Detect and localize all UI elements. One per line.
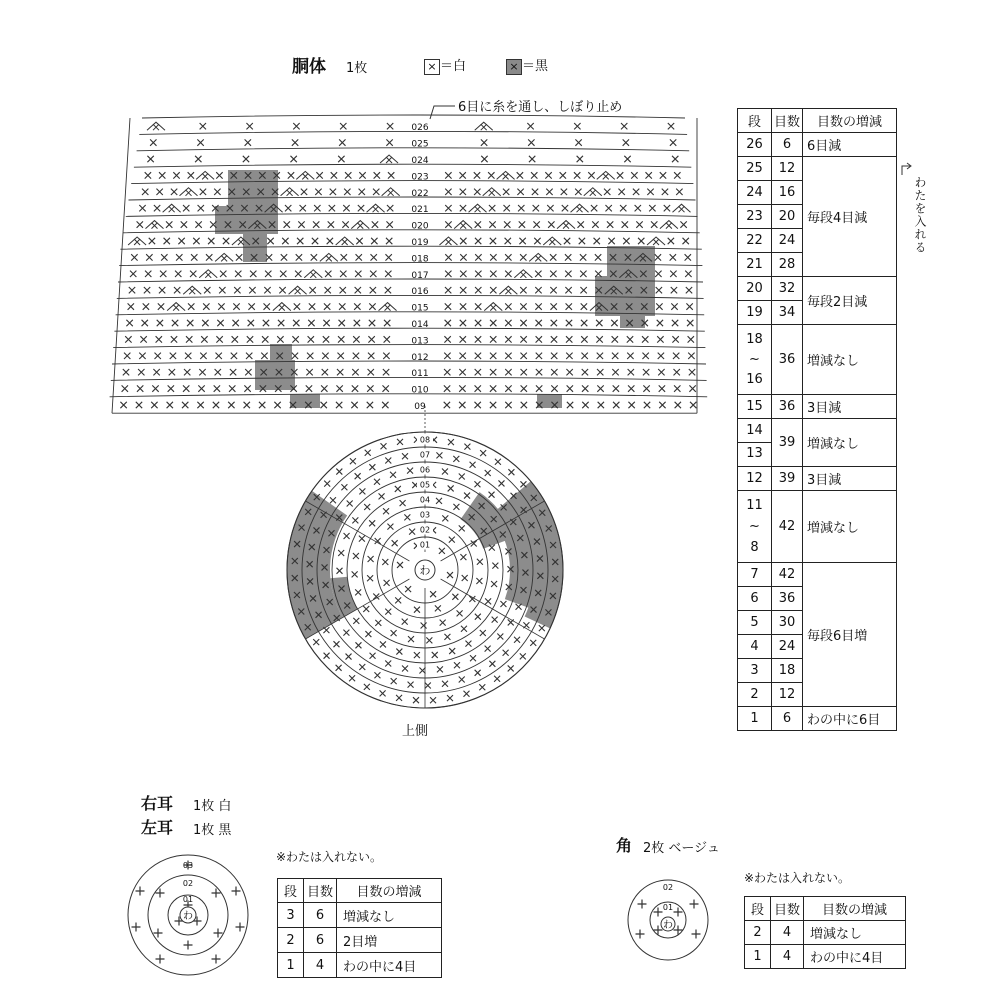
stitch-cell: 28 <box>772 253 803 277</box>
round-number: 09 <box>414 402 426 412</box>
change-cell: 2目増 <box>337 928 442 953</box>
round-cell: 24 <box>738 181 772 205</box>
round-number: 015 <box>411 303 429 314</box>
stitch-cell: 6 <box>304 903 337 928</box>
round-cell: 2 <box>745 921 771 945</box>
round-number: 022 <box>411 188 429 199</box>
horn-count: 2枚 ベージュ <box>643 841 720 856</box>
round-number: 024 <box>411 156 429 166</box>
stitch-cell: 34 <box>772 301 803 325</box>
round-number: 012 <box>411 352 429 363</box>
round-number: 01 <box>662 903 674 912</box>
change-cell: 3目減 <box>803 395 897 419</box>
header-round: 段 <box>738 109 772 133</box>
header-round: 段 <box>278 879 304 903</box>
round-number: 03 <box>182 861 194 870</box>
round-number: 011 <box>411 369 429 380</box>
change-cell: 増減なし <box>803 419 897 467</box>
round-number: 013 <box>411 336 429 347</box>
stitch-cell: 36 <box>772 325 803 395</box>
change-cell: 増減なし <box>804 921 906 945</box>
round-number: 04 <box>419 495 431 505</box>
header-stitches: 目数 <box>772 109 803 133</box>
right-ear-count: 1枚 白 <box>193 799 232 814</box>
round-cell: 7 <box>738 563 772 587</box>
round-number: 020 <box>411 221 429 232</box>
change-cell: 3目減 <box>803 467 897 491</box>
center-ring-label: わ <box>183 911 193 922</box>
single-crochet-symbol <box>674 908 683 917</box>
stitch-cell: 16 <box>772 181 803 205</box>
round-cell: 2 <box>738 683 772 707</box>
stitch-cell: 42 <box>772 563 803 587</box>
header-stitches: 目数 <box>771 897 804 921</box>
change-cell: 毎段4目減 <box>803 157 897 277</box>
change-cell: わの中に4目 <box>804 945 906 969</box>
single-crochet-symbol <box>638 900 647 909</box>
single-crochet-symbol <box>690 900 699 909</box>
stitch-cell: 18 <box>772 659 803 683</box>
round-tilde: ~ <box>749 351 760 367</box>
round-low: 13 <box>738 442 771 465</box>
round-number: 010 <box>411 385 429 396</box>
round-high: 18 <box>746 331 763 347</box>
round-high: 14 <box>746 423 763 438</box>
stitch-cell: 4 <box>771 921 804 945</box>
horn-table <box>744 896 906 969</box>
round-number: 06 <box>419 465 431 475</box>
horn-title: 角 <box>616 836 633 855</box>
change-cell: 毎段6目増 <box>803 563 897 707</box>
round-cell: 22 <box>738 229 772 253</box>
ears-note: ※わたは入れない。 <box>276 850 383 864</box>
round-number: 016 <box>411 287 429 298</box>
change-cell: わの中に6目 <box>803 707 897 731</box>
stitch-cell: 24 <box>772 635 803 659</box>
round-number: 021 <box>411 205 429 216</box>
legend-white-swatch: × <box>424 59 440 75</box>
legend-white-label: ＝白 <box>440 59 467 74</box>
header-change: 目数の増減 <box>803 109 897 133</box>
top-note: 6目に糸を通し、しぼり止め <box>458 100 623 115</box>
round-number: 025 <box>411 139 429 150</box>
round-cell: 21 <box>738 253 772 277</box>
round-cell: 3 <box>738 659 772 683</box>
horn-note: ※わたは入れない。 <box>744 871 851 885</box>
round-number: 018 <box>411 254 429 265</box>
stitch-cell: 36 <box>772 395 803 419</box>
round-cell: 15 <box>738 395 772 419</box>
stitch-cell: 6 <box>304 928 337 953</box>
round-cell: 1 <box>738 707 772 731</box>
round-cell: 5 <box>738 611 772 635</box>
stitch-cell: 42 <box>772 491 803 563</box>
round-number: 01 <box>182 895 194 904</box>
body-title: 胴体 <box>292 57 326 77</box>
change-cell: 増減なし <box>803 325 897 395</box>
stitch-cell: 12 <box>772 157 803 181</box>
round-high: 11 <box>746 498 763 513</box>
legend-black-label: ＝黒 <box>522 59 549 74</box>
body-count: 1枚 <box>346 61 368 76</box>
round-low: 8 <box>750 540 759 555</box>
center-ring-label: わ <box>419 564 431 577</box>
round-number: 02 <box>662 883 674 892</box>
bottom-side-label: 上側 <box>402 724 429 739</box>
stitch-cell: 39 <box>772 419 803 467</box>
stitch-cell: 4 <box>304 953 337 978</box>
change-cell: わの中に4目 <box>337 953 442 978</box>
single-crochet-symbol <box>636 930 645 939</box>
round-cell: 26 <box>738 133 772 157</box>
round-cell: 2 <box>278 928 304 953</box>
stitch-cell: 30 <box>772 611 803 635</box>
round-number: 08 <box>419 435 431 445</box>
left-ear-count: 1枚 黒 <box>193 823 232 838</box>
stitch-cell: 32 <box>772 277 803 301</box>
round-cell: 3 <box>278 903 304 928</box>
change-cell: 6目減 <box>803 133 897 157</box>
round-number: 07 <box>419 450 431 460</box>
round-cell: 1 <box>278 953 304 978</box>
round-number: 026 <box>411 123 429 134</box>
header-stitches: 目数 <box>304 879 337 903</box>
stitch-cell: 24 <box>772 229 803 253</box>
round-number: 03 <box>419 510 431 520</box>
change-cell: 増減なし <box>337 903 442 928</box>
round-cell: 19 <box>738 301 772 325</box>
round-cell: 4 <box>738 635 772 659</box>
legend-black-swatch: × <box>506 59 522 75</box>
header-change: 目数の増減 <box>337 879 442 903</box>
header-round: 段 <box>745 897 771 921</box>
right-ear-title: 右耳 <box>141 794 174 813</box>
round-number: 019 <box>411 238 429 248</box>
round-tilde: ~ <box>749 519 760 534</box>
round-number: 023 <box>411 172 429 183</box>
round-cell: 20 <box>738 277 772 301</box>
single-crochet-symbol <box>654 908 663 917</box>
stitch-cell: 36 <box>772 587 803 611</box>
center-ring-label: わ <box>663 920 673 931</box>
round-number: 014 <box>411 320 429 330</box>
round-number: 017 <box>411 270 429 281</box>
round-cell: 23 <box>738 205 772 229</box>
table-row <box>745 921 906 945</box>
round-cell: 25 <box>738 157 772 181</box>
single-crochet-symbol <box>692 930 701 939</box>
stitch-cell: 4 <box>771 945 804 969</box>
round-number: 01 <box>419 540 431 550</box>
stitch-cell: 12 <box>772 683 803 707</box>
round-cell: 1 <box>745 945 771 969</box>
left-ear-title: 左耳 <box>141 818 174 837</box>
round-number: 02 <box>419 525 431 535</box>
stitch-cell: 6 <box>772 133 803 157</box>
round-number: 02 <box>182 879 194 888</box>
header-change: 目数の増減 <box>804 897 906 921</box>
table-row <box>745 945 906 969</box>
change-cell: 毎段2目減 <box>803 277 897 325</box>
round-cell: 6 <box>738 587 772 611</box>
stitch-cell: 39 <box>772 467 803 491</box>
round-number: 05 <box>419 480 431 490</box>
change-cell: 増減なし <box>803 491 897 563</box>
round-low: 16 <box>746 371 763 387</box>
stitch-cell: 20 <box>772 205 803 229</box>
round-cell: 12 <box>738 467 772 491</box>
stitch-cell: 6 <box>772 707 803 731</box>
stuffing-note: わたを入れる <box>913 176 927 254</box>
